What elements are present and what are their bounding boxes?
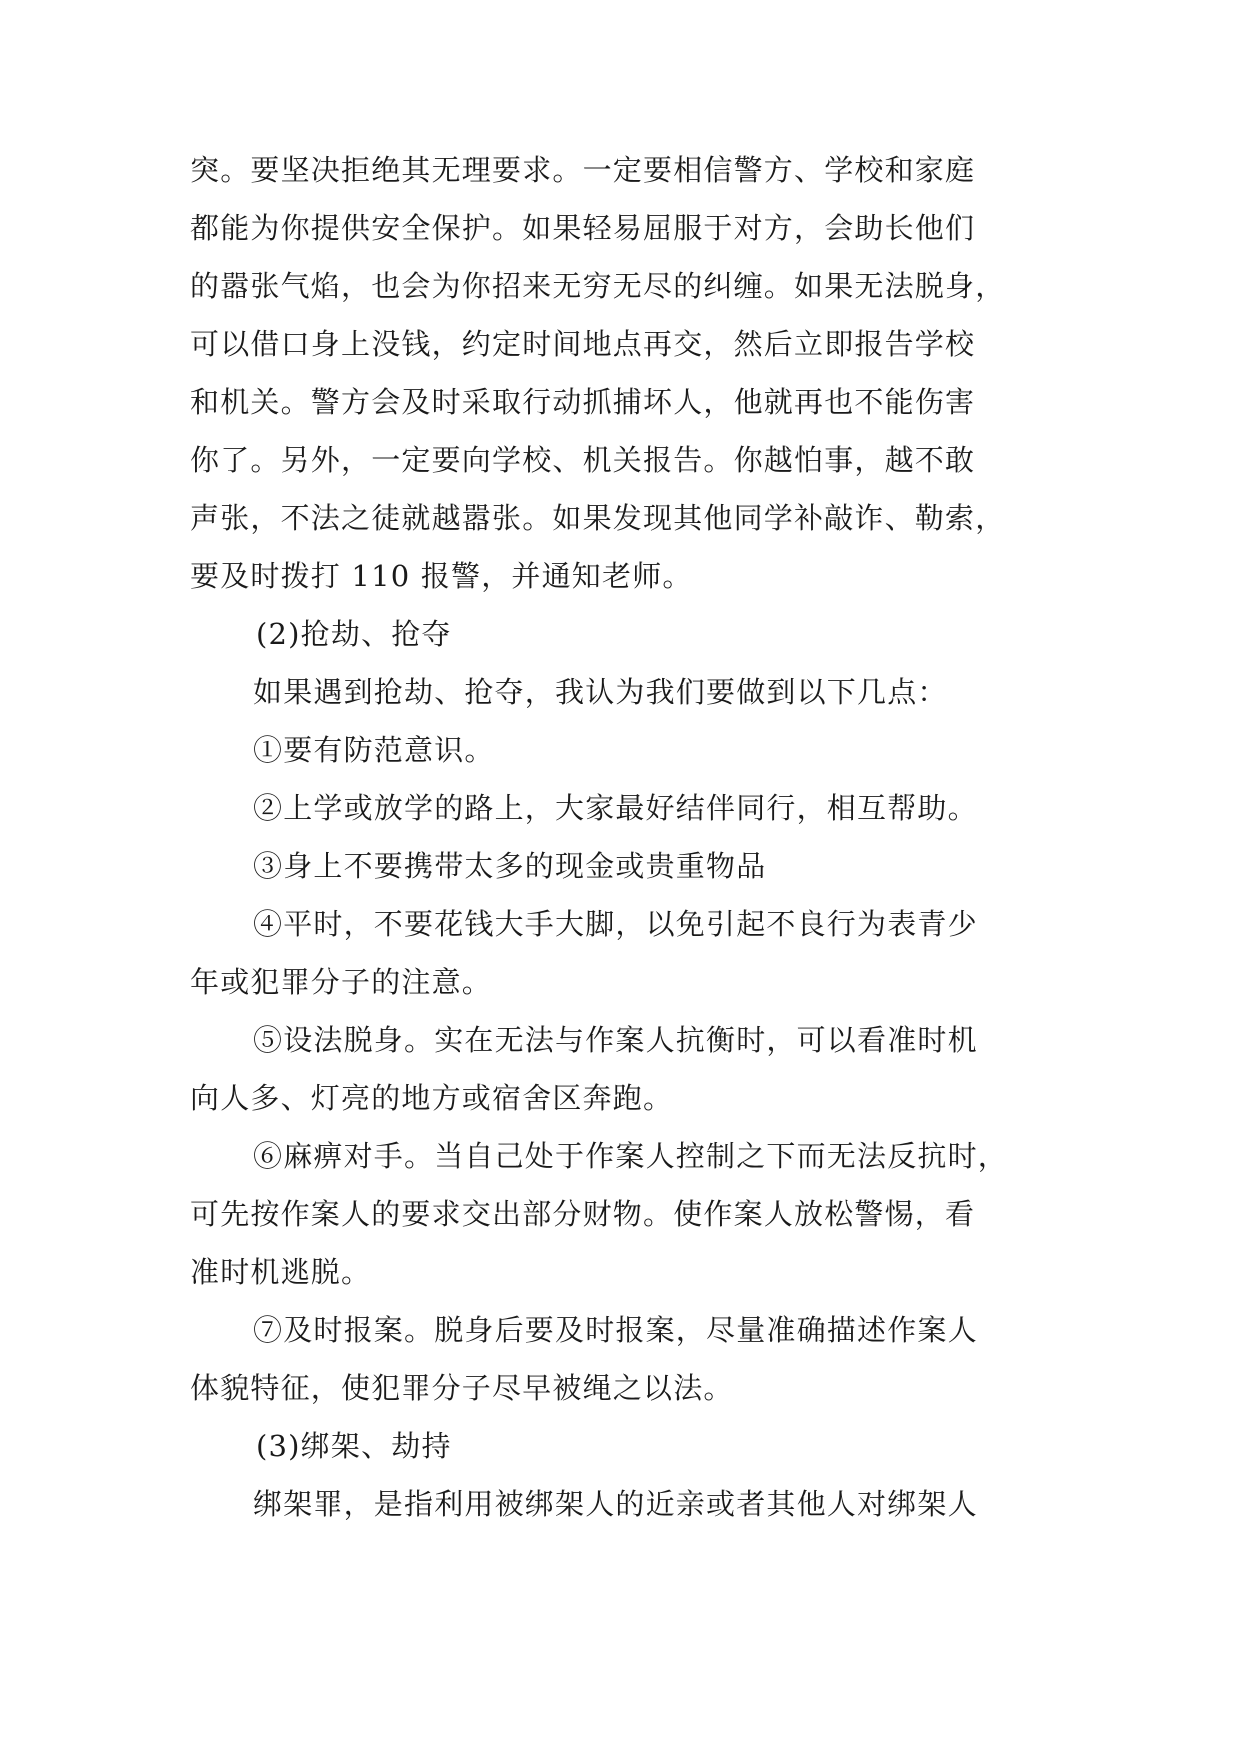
paragraph-line: 突。要坚决拒绝其无理要求。一定要相信警方、学校和家庭 — [190, 153, 976, 187]
list-item-continuation: 准时机逃脱。 — [190, 1255, 372, 1289]
list-item-continuation: 可先按作案人的要求交出部分财物。使作案人放松警惕，看 — [190, 1197, 976, 1231]
paragraph-line: 如果遇到抢劫、抢夺，我认为我们要做到以下几点： — [253, 675, 948, 709]
paragraph-line: 和机关。警方会及时采取行动抓捕坏人，他就再也不能伤害 — [190, 385, 976, 419]
list-item-continuation: 向人多、灯亮的地方或宿舍区奔跑。 — [190, 1081, 674, 1115]
list-item: ⑤设法脱身。实在无法与作案人抗衡时，可以看准时机 — [253, 1023, 978, 1057]
list-item-continuation: 体貌特征，使犯罪分子尽早被绳之以法。 — [190, 1371, 734, 1405]
paragraph-line: 要及时拨打 110 报警，并通知老师。 — [190, 559, 693, 593]
paragraph-line: 声张，不法之徒就越嚣张。如果发现其他同学补敲诈、勒索， — [190, 501, 1006, 535]
list-item-continuation: 年或犯罪分子的注意。 — [190, 965, 493, 999]
list-item: ③身上不要携带太多的现金或贵重物品 — [253, 849, 767, 883]
section-heading: (2)抢劫、抢夺 — [256, 617, 452, 651]
section-heading: (3)绑架、劫持 — [256, 1429, 452, 1463]
list-item: ⑦及时报案。脱身后要及时报案，尽量准确描述作案人 — [253, 1313, 978, 1347]
paragraph-line: 都能为你提供安全保护。如果轻易屈服于对方，会助长他们 — [190, 211, 976, 245]
list-item: ②上学或放学的路上，大家最好结伴同行，相互帮助。 — [253, 791, 978, 825]
list-item: ④平时，不要花钱大手大脚，以免引起不良行为表青少 — [253, 907, 978, 941]
paragraph-line: 可以借口身上没钱，约定时间地点再交，然后立即报告学校 — [190, 327, 976, 361]
paragraph-line: 你了。另外，一定要向学校、机关报告。你越怕事，越不敢 — [190, 443, 976, 477]
paragraph-line: 绑架罪，是指利用被绑架人的近亲或者其他人对绑架人 — [253, 1487, 978, 1521]
list-item: ⑥麻痹对手。当自己处于作案人控制之下而无法反抗时， — [253, 1139, 1009, 1173]
list-item: ①要有防范意识。 — [253, 733, 495, 767]
paragraph-line: 的嚣张气焰，也会为你招来无穷无尽的纠缠。如果无法脱身， — [190, 269, 1006, 303]
